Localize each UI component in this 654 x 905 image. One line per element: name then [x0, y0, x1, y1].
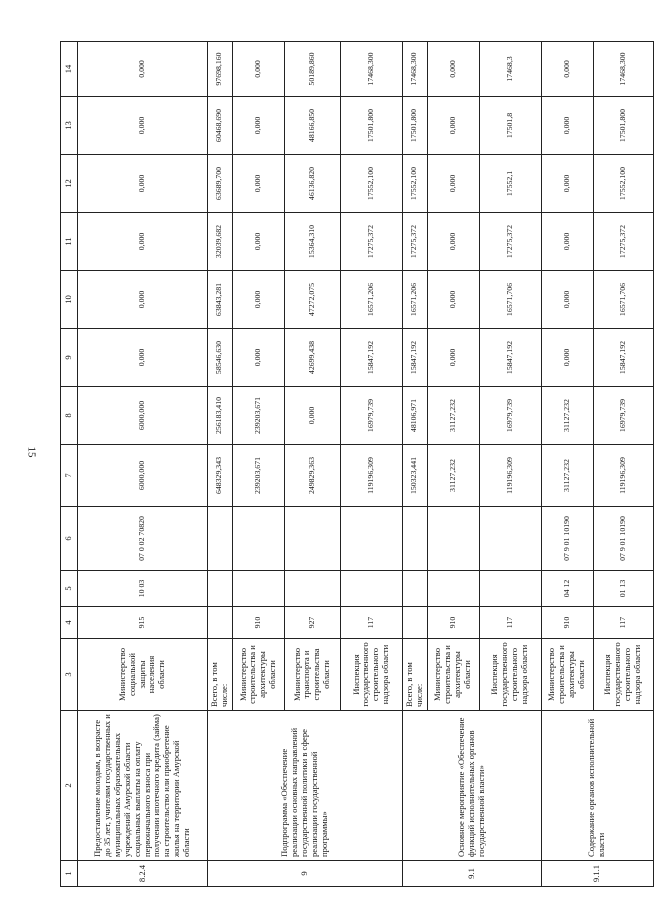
- table-row: [78, 42, 208, 887]
- cell-rzpr: 01 13: [593, 571, 653, 607]
- row-executor: Министерство социальной защиты населения области: [78, 639, 208, 711]
- col-header: 2: [61, 711, 78, 861]
- cell-value: 32039,682: [208, 213, 233, 271]
- cell-value: 17501,800: [593, 97, 653, 155]
- row-name: Подпрограмма «Обеспечение реализации основных направлений государственной политики в сфере реализации государственной программы»: [208, 711, 403, 861]
- program-financing-table: [60, 41, 654, 887]
- cell-value: 17468,300: [593, 42, 653, 97]
- cell-rzpr: [284, 571, 340, 607]
- cell-value: 17468,3: [479, 42, 541, 97]
- cell-rzpr: [340, 571, 402, 607]
- cell-value: 16571,706: [479, 271, 541, 329]
- table-row: [402, 42, 427, 887]
- cell-value: 31127,232: [427, 387, 479, 445]
- cell-value: 0,000: [232, 42, 284, 97]
- cell-grbs: 910: [232, 607, 284, 639]
- cell-value: 0,000: [78, 155, 208, 213]
- cell-value: 16571,706: [593, 271, 653, 329]
- cell-rzpr: 04 12: [541, 571, 593, 607]
- row-code: 9.1.1: [541, 861, 653, 887]
- cell-value: 16979,739: [340, 387, 402, 445]
- cell-grbs: 117: [593, 607, 653, 639]
- cell-value: 16979,739: [479, 387, 541, 445]
- cell-value: 17501,8: [479, 97, 541, 155]
- cell-csr: [427, 507, 479, 571]
- cell-value: 50189,860: [284, 42, 340, 97]
- col-header: 4: [61, 607, 78, 639]
- column-number-row: [61, 42, 78, 887]
- row-executor: Министерство транспорта и строительства области: [284, 639, 340, 711]
- cell-csr: 07 9 01 10190: [541, 507, 593, 571]
- row-executor: Министерство строительства и архитектуры области: [427, 639, 479, 711]
- cell-grbs: [402, 607, 427, 639]
- col-header: 3: [61, 639, 78, 711]
- cell-value: 0,000: [78, 329, 208, 387]
- cell-value: 15847,192: [402, 329, 427, 387]
- cell-value: 15847,192: [593, 329, 653, 387]
- cell-grbs: 910: [427, 607, 479, 639]
- cell-grbs: 117: [340, 607, 402, 639]
- cell-value: 17275,372: [593, 213, 653, 271]
- cell-rzpr: [479, 571, 541, 607]
- col-header: 6: [61, 507, 78, 571]
- cell-value: 16571,206: [402, 271, 427, 329]
- col-header: 11: [61, 213, 78, 271]
- cell-value: 256183,410: [208, 387, 233, 445]
- cell-value: 42699,438: [284, 329, 340, 387]
- row-executor: Инспекция государственного строительного надзора области: [340, 639, 402, 711]
- row-name: Основное мероприятие «Обеспечение функций исполнительных органов государственной власти»: [402, 711, 541, 861]
- row-name: Предоставление молодым, в возрасте до 35 лет, учителям государственных и муниципальных образовательных учреждений Амурской области социальных выплаты на оплату первоначального взноса при получении ипотечного кредита (займа) на строительство или приобретение жилья на территории Амурской области: [78, 711, 208, 861]
- cell-value: 17275,372: [340, 213, 402, 271]
- cell-value: 0,000: [284, 387, 340, 445]
- cell-grbs: [208, 607, 233, 639]
- cell-value: 48166,850: [284, 97, 340, 155]
- cell-value: 0,000: [427, 271, 479, 329]
- col-header: 1: [61, 861, 78, 887]
- cell-value: 17468,300: [340, 42, 402, 97]
- cell-csr: [402, 507, 427, 571]
- table-frame: [60, 42, 642, 887]
- cell-value: 17552,1: [479, 155, 541, 213]
- page-number: 15: [25, 446, 38, 458]
- cell-value: 648329,343: [208, 445, 233, 507]
- cell-grbs: 927: [284, 607, 340, 639]
- cell-value: 16979,739: [593, 387, 653, 445]
- cell-value: 0,000: [541, 155, 593, 213]
- cell-value: 17275,372: [479, 213, 541, 271]
- cell-value: 119196,309: [593, 445, 653, 507]
- cell-value: 97698,160: [208, 42, 233, 97]
- cell-value: 31127,232: [541, 387, 593, 445]
- cell-value: 0,000: [427, 97, 479, 155]
- cell-value: 6000,000: [78, 445, 208, 507]
- col-header: 7: [61, 445, 78, 507]
- row-code: 8.2.4: [78, 861, 208, 887]
- table-row: [541, 42, 593, 887]
- cell-csr: [208, 507, 233, 571]
- col-header: 5: [61, 571, 78, 607]
- cell-csr: [232, 507, 284, 571]
- cell-value: 17501,800: [340, 97, 402, 155]
- rotated-page: [60, 42, 642, 887]
- cell-grbs: 910: [541, 607, 593, 639]
- row-code: 9.1: [402, 861, 541, 887]
- cell-value: 150323,441: [402, 445, 427, 507]
- cell-value: 0,000: [541, 271, 593, 329]
- cell-value: 239203,671: [232, 387, 284, 445]
- cell-value: 0,000: [78, 42, 208, 97]
- cell-value: 0,000: [78, 271, 208, 329]
- cell-value: 0,000: [78, 213, 208, 271]
- row-executor: Всего, в том числе:: [402, 639, 427, 711]
- cell-value: 0,000: [78, 97, 208, 155]
- cell-value: 239203,671: [232, 445, 284, 507]
- row-executor: Министерство строительства и архитектуры области: [232, 639, 284, 711]
- row-executor: Инспекция государственного строительного надзора области: [593, 639, 653, 711]
- cell-value: 0,000: [232, 271, 284, 329]
- row-executor: Министерство строительства и архитектуры области: [541, 639, 593, 711]
- cell-csr: 07 0 02 70820: [78, 507, 208, 571]
- cell-csr: [284, 507, 340, 571]
- cell-value: 63843,281: [208, 271, 233, 329]
- cell-value: 119196,309: [479, 445, 541, 507]
- row-code: 9: [208, 861, 403, 887]
- col-header: 8: [61, 387, 78, 445]
- cell-value: 119196,309: [340, 445, 402, 507]
- cell-value: 60468,690: [208, 97, 233, 155]
- col-header: 10: [61, 271, 78, 329]
- cell-value: 17501,800: [402, 97, 427, 155]
- row-executor: Инспекция государственного строительного надзора области: [479, 639, 541, 711]
- col-header: 9: [61, 329, 78, 387]
- cell-value: 0,000: [232, 213, 284, 271]
- cell-value: 31127,232: [541, 445, 593, 507]
- cell-value: 58546,630: [208, 329, 233, 387]
- cell-value: 0,000: [541, 42, 593, 97]
- cell-value: 17275,372: [402, 213, 427, 271]
- cell-value: 6000,000: [78, 387, 208, 445]
- cell-value: 0,000: [427, 329, 479, 387]
- cell-rzpr: [427, 571, 479, 607]
- cell-rzpr: [208, 571, 233, 607]
- table-row: [208, 42, 233, 887]
- cell-value: 0,000: [232, 97, 284, 155]
- cell-value: 15847,192: [479, 329, 541, 387]
- cell-value: 0,000: [427, 213, 479, 271]
- cell-value: 46136,820: [284, 155, 340, 213]
- cell-value: 31127,232: [427, 445, 479, 507]
- row-name: Содержание органов исполнительной власти: [541, 711, 653, 861]
- col-header: 14: [61, 42, 78, 97]
- cell-value: 0,000: [541, 213, 593, 271]
- cell-value: 15847,192: [340, 329, 402, 387]
- cell-value: 0,000: [427, 155, 479, 213]
- cell-value: 15364,310: [284, 213, 340, 271]
- cell-grbs: 117: [479, 607, 541, 639]
- cell-value: 249829,363: [284, 445, 340, 507]
- cell-value: 17552,100: [593, 155, 653, 213]
- cell-value: 0,000: [541, 329, 593, 387]
- cell-value: 17552,100: [340, 155, 402, 213]
- cell-value: 63689,700: [208, 155, 233, 213]
- cell-value: 17552,100: [402, 155, 427, 213]
- cell-csr: [479, 507, 541, 571]
- cell-value: 48106,971: [402, 387, 427, 445]
- cell-csr: [340, 507, 402, 571]
- col-header: 13: [61, 97, 78, 155]
- cell-value: 0,000: [541, 97, 593, 155]
- cell-value: 0,000: [232, 329, 284, 387]
- cell-value: 16571,206: [340, 271, 402, 329]
- cell-grbs: 915: [78, 607, 208, 639]
- col-header: 12: [61, 155, 78, 213]
- row-executor: Всего, в том числе:: [208, 639, 233, 711]
- cell-rzpr: [232, 571, 284, 607]
- cell-rzpr: [402, 571, 427, 607]
- cell-value: 47272,075: [284, 271, 340, 329]
- cell-value: 0,000: [427, 42, 479, 97]
- cell-value: 17468,300: [402, 42, 427, 97]
- cell-rzpr: 10 03: [78, 571, 208, 607]
- cell-value: 0,000: [232, 155, 284, 213]
- cell-csr: 07 9 01 10190: [593, 507, 653, 571]
